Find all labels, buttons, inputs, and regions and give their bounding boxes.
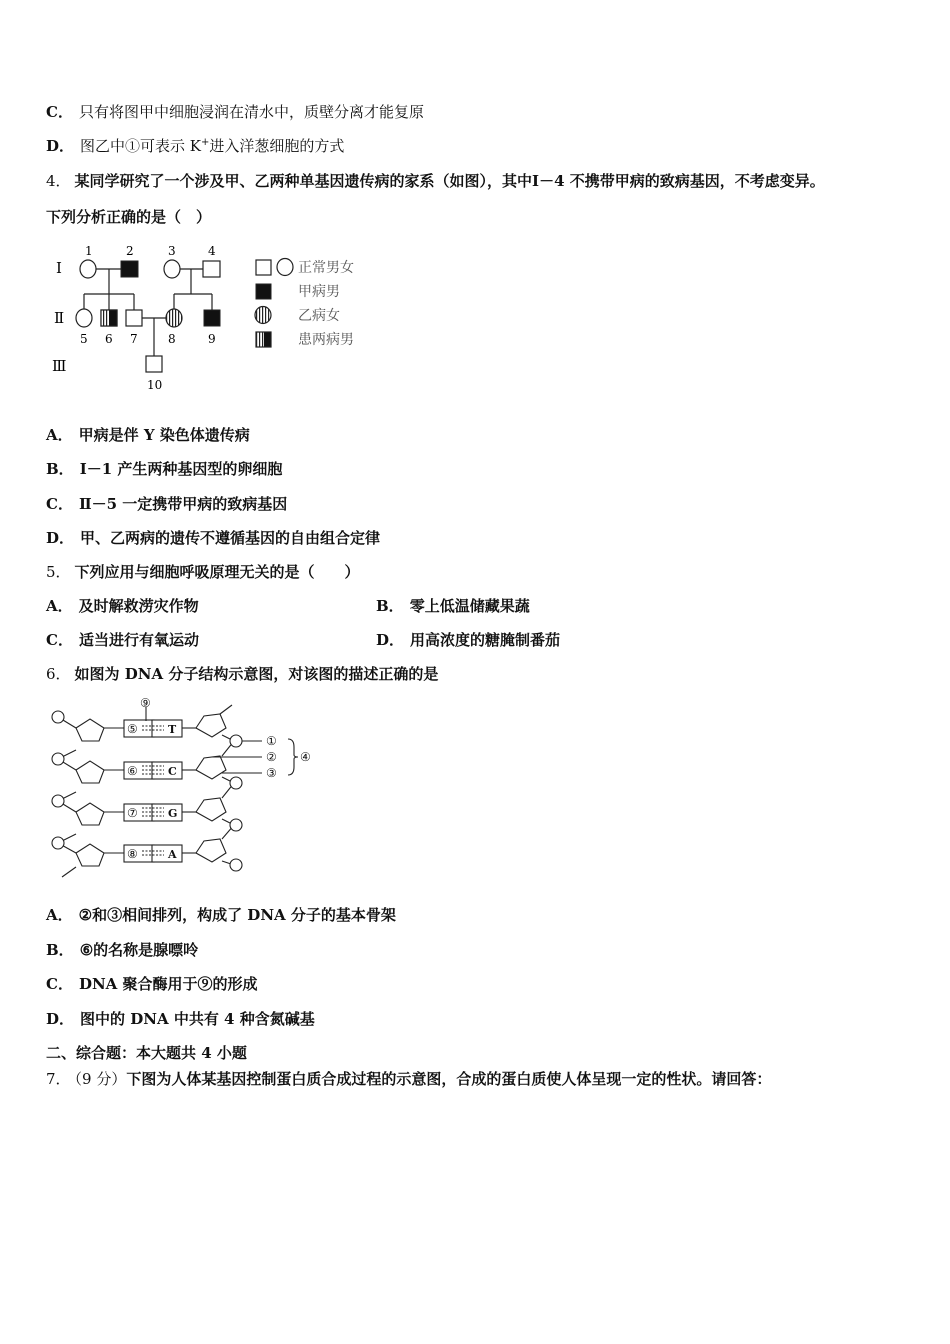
option-text: Ⅰ－1 产生两种基因型的卵细胞 xyxy=(79,460,283,478)
question-stem: 如图为 DNA 分子结构示意图，对该图的描述正确的是 xyxy=(74,665,439,683)
q4-option-b xyxy=(46,459,282,479)
question-stem: 下列应用与细胞呼吸原理无关的是（ ） xyxy=(74,563,360,581)
option-text: 甲病是伴 Y 染色体遗传病 xyxy=(78,426,250,444)
q6-stem xyxy=(46,664,438,684)
base-a: A xyxy=(168,848,177,861)
id-7: 7 xyxy=(130,332,138,346)
option-text: ②和③相间排列，构成了 DNA 分子的基本骨架 xyxy=(78,906,396,924)
id-1: 1 xyxy=(85,244,93,258)
label-8: ⑧ xyxy=(127,847,138,861)
generation-label-1: Ⅰ xyxy=(56,259,62,277)
option-label: C． xyxy=(46,103,73,121)
id-6: 6 xyxy=(105,332,113,346)
id-3: 3 xyxy=(168,244,176,258)
option-label: C． xyxy=(46,631,73,649)
question-number: 7． xyxy=(46,1070,71,1088)
id-10: 10 xyxy=(147,378,163,392)
q4-option-a xyxy=(46,425,250,445)
superscript: + xyxy=(201,137,210,148)
label-2: ② xyxy=(266,750,277,764)
question-stem: 某同学研究了一个涉及甲、乙两种单基因遗传病的家系（如图），其中Ⅰ－4 不携带甲病的致病基因，不考虑变异。 xyxy=(74,172,825,190)
label-5: ⑤ xyxy=(127,722,138,736)
option-label: D． xyxy=(46,529,75,547)
option-label: A． xyxy=(46,426,73,444)
q4-stem-line1 xyxy=(46,171,825,191)
base-c: C xyxy=(168,765,177,778)
q5-option-c xyxy=(46,630,199,650)
id-8: 8 xyxy=(168,332,176,346)
individual-1 xyxy=(80,260,96,278)
q4-stem-line2: 下列分析正确的是（ ） xyxy=(46,208,212,226)
individual-9 xyxy=(204,310,220,326)
option-label: D． xyxy=(46,137,75,155)
generation-label-3: Ⅲ xyxy=(52,357,67,375)
q5-option-d xyxy=(376,630,560,650)
option-text: DNA 聚合酶用于⑨的形成 xyxy=(78,975,258,993)
option-text: 甲、乙两病的遗传不遵循基因的自由组合定律 xyxy=(80,529,381,547)
legend-normal: 正常男女 xyxy=(298,260,354,276)
individual-4 xyxy=(203,261,220,277)
q6-option-c xyxy=(46,974,258,994)
q5-option-b xyxy=(376,596,530,616)
label-4: ④ xyxy=(300,750,311,764)
q6-option-d xyxy=(46,1009,315,1029)
q6-option-b xyxy=(46,940,198,960)
option-text: 用高浓度的糖腌制番茄 xyxy=(410,631,561,649)
question-number: 4． xyxy=(46,172,71,190)
option-text: 图乙中①可表示 K xyxy=(80,137,201,155)
pedigree-figure xyxy=(46,236,366,400)
option-text: Ⅱ－5 一定携带甲病的致病基因 xyxy=(78,495,288,513)
section-title: 二、综合题：本大题共 4 小题 xyxy=(46,1044,247,1062)
option-label: D． xyxy=(376,631,405,649)
label-3: ③ xyxy=(266,766,277,780)
option-label: B． xyxy=(46,941,74,959)
q4-option-d xyxy=(46,528,380,548)
option-text: 及时解救涝灾作物 xyxy=(78,597,199,615)
id-9: 9 xyxy=(208,332,216,346)
base-g: G xyxy=(168,807,178,820)
individual-8 xyxy=(166,309,182,327)
question-number: 5． xyxy=(46,563,71,581)
id-4: 4 xyxy=(208,244,216,258)
label-9: ⑨ xyxy=(140,696,151,710)
question-score: （9 分） xyxy=(74,1070,127,1088)
legend-both-diseases-male: 患两病男 xyxy=(298,332,354,348)
option-text: 图中的 DNA 中共有 4 种含氮碱基 xyxy=(80,1010,315,1028)
q3-option-d xyxy=(46,136,344,156)
option-label: B． xyxy=(46,460,74,478)
individual-5 xyxy=(76,309,92,327)
label-7: ⑦ xyxy=(127,806,138,820)
option-label: B． xyxy=(376,597,404,615)
individual-10 xyxy=(146,356,162,372)
q6-option-a xyxy=(46,905,396,925)
q4-option-c xyxy=(46,494,287,514)
id-5: 5 xyxy=(80,332,88,346)
q3-option-c xyxy=(46,102,424,122)
individual-7 xyxy=(126,310,142,326)
dna-structure-figure xyxy=(46,695,326,889)
q7-stem xyxy=(46,1069,771,1089)
option-text: 零上低温储藏果蔬 xyxy=(409,597,530,615)
question-stem: 下图为人体某基因控制蛋白质合成过程的示意图，合成的蛋白质使人体呈现一定的性状。请回答： xyxy=(126,1070,772,1088)
option-label: A． xyxy=(46,597,73,615)
label-6: ⑥ xyxy=(127,764,138,778)
option-label: D． xyxy=(46,1010,75,1028)
question-number: 6． xyxy=(46,665,71,683)
q5-stem xyxy=(46,562,360,582)
option-text: 只有将图甲中细胞浸润在清水中，质壁分离才能复原 xyxy=(78,103,424,121)
individual-3 xyxy=(164,260,180,278)
option-text-after: 进入洋葱细胞的方式 xyxy=(209,137,345,155)
option-label: C． xyxy=(46,975,73,993)
option-text: ⑥的名称是腺嘌呤 xyxy=(79,941,199,959)
label-1: ① xyxy=(266,734,277,748)
q5-option-a xyxy=(46,596,199,616)
generation-label-2: Ⅱ xyxy=(54,309,65,327)
legend-disease-a-male: 甲病男 xyxy=(298,284,340,300)
legend-disease-b-female: 乙病女 xyxy=(298,308,340,324)
id-2: 2 xyxy=(126,244,134,258)
individual-2 xyxy=(121,261,138,277)
base-t: T xyxy=(168,723,177,736)
option-label: C． xyxy=(46,495,73,513)
option-label: A． xyxy=(46,906,73,924)
option-text: 适当进行有氧运动 xyxy=(78,631,199,649)
